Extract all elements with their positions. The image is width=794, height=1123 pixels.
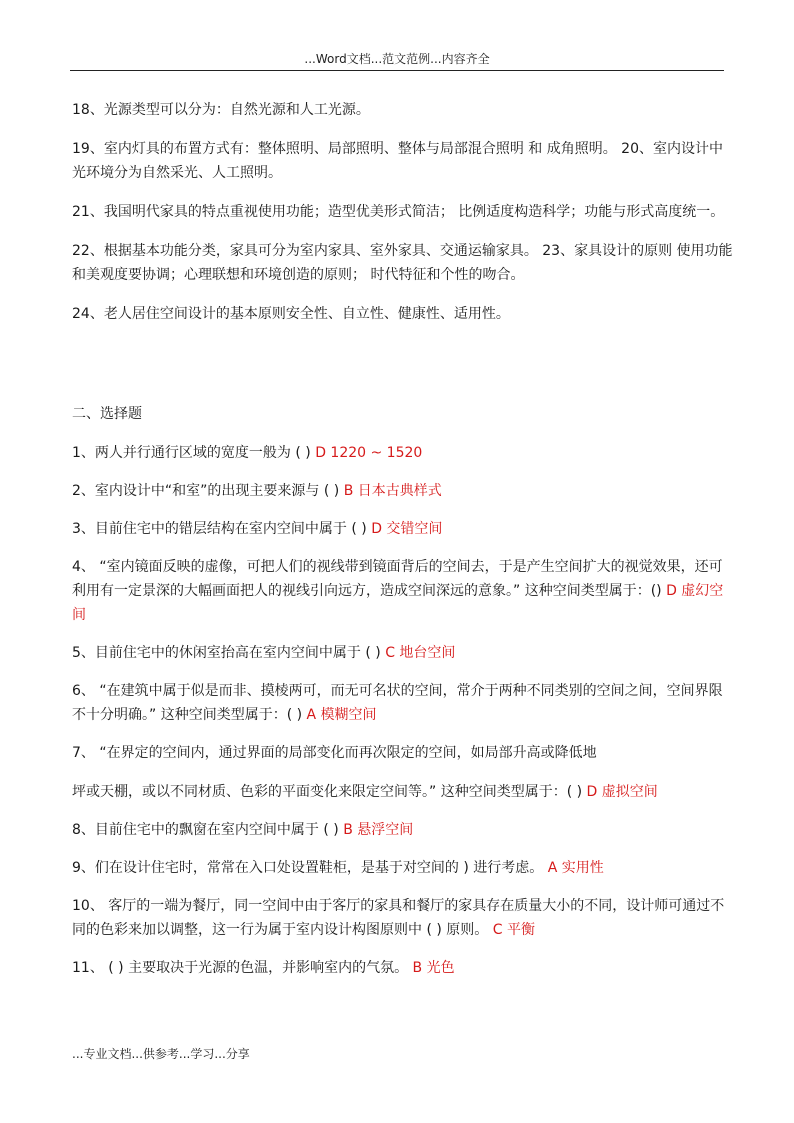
question-text: 10、 客厅的一端为餐厅，同一空间中由于客厅的家具和餐厅的家具存在质量大小的不同，设计师可通过不同的色彩来加以调整，这一行为属于室内设计构图原则中 ( ) 原则。 <box>72 898 725 938</box>
paragraph-19-20: 19、室内灯具的布置方式有：整体照明、局部照明、整体与局部混合照明 和 成角照明。 20、室内设计中光环境分为自然采光、人工照明。 <box>72 141 723 181</box>
header-divider <box>70 70 724 71</box>
question-text: 6、 “在建筑中属于似是而非、摸棱两可，而无可名状的空间，常介于两种不同类别的空间之间，空间界限不十分明确。” 这种空间类型属于：( ) <box>72 683 723 723</box>
question-3 <box>72 517 736 541</box>
section-title: 二、选择题 <box>72 406 142 422</box>
question-text: 3、目前住宅中的错层结构在室内空间中属于 ( ) <box>72 521 372 537</box>
paragraph-21: 21、我国明代家具的特点重视使用功能；造型优美形式简洁； 比例适度构造科学；功能与形式高度统一。 <box>72 204 725 220</box>
question-10 <box>72 894 736 942</box>
question-text: 7、 “在界定的空间内，通过界面的局部变化而再次限定的空间，如局部升高或降低地 <box>72 745 597 761</box>
question-text: 8、目前住宅中的飘窗在室内空间中属于 ( ) <box>72 822 344 838</box>
answer-text: C 地台空间 <box>385 645 456 661</box>
answer-text: D 交错空间 <box>371 521 443 537</box>
answer-text: B 光色 <box>412 960 455 976</box>
answer-text: C 平衡 <box>492 922 535 938</box>
question-8 <box>72 818 736 842</box>
question-text: 11、 ( ) 主要取决于光源的色温，并影响室内的气氛。 <box>72 960 413 976</box>
paragraph-18: 18、光源类型可以分为：自然光源和人工光源。 <box>72 102 370 118</box>
question-text: 1、两人并行通行区域的宽度一般为 ( ) <box>72 445 316 461</box>
question-11 <box>72 956 736 980</box>
question-5 <box>72 641 736 665</box>
paragraph-22-23: 22、根据基本功能分类，家具可分为室内家具、室外家具、交通运输家具。 23、家具设计的原则 使用功能和美观度要协调；心理联想和环境创造的原则； 时代特征和个性的吻合。 <box>72 243 733 283</box>
answer-text: B 悬浮空间 <box>343 822 414 838</box>
question-7-line-1 <box>72 741 736 765</box>
question-text: 4、 “室内镜面反映的虚像，可把人们的视线带到镜面背后的空间去，于是产生空间扩大的视觉效果，还可利用有一定景深的大幅画面把人的视线引向远方，造成空间深远的意象。” 这种空间类型属于：() <box>72 559 723 599</box>
question-6 <box>72 679 736 727</box>
answer-text: A 实用性 <box>547 860 604 876</box>
paragraph-24: 24、老人居住空间设计的基本原则安全性、自立性、健康性、适用性。 <box>72 306 510 322</box>
question-7-line-2 <box>72 780 736 804</box>
page-header: ...Word文档...范文范例...内容齐全 <box>304 52 490 66</box>
question-1 <box>72 441 736 465</box>
answer-text: B 日本古典样式 <box>343 483 442 499</box>
question-text: 2、室内设计中“和室”的出现主要来源与 ( ) <box>72 483 344 499</box>
question-text: 坪或天棚，或以不同材质、色彩的平面变化来限定空间等。” 这种空间类型属于：( ) <box>72 784 587 800</box>
question-text: 9、们在设计住宅时，常常在入口处设置鞋柜，是基于对空间的 ) 进行考虑。 <box>72 860 548 876</box>
answer-text: D 虚拟空间 <box>586 784 658 800</box>
answer-text: A 模糊空间 <box>306 707 377 723</box>
document-body <box>72 98 736 980</box>
answer-text: D 1220 ~ 1520 <box>315 445 423 461</box>
question-2 <box>72 479 736 503</box>
question-4 <box>72 555 736 627</box>
answer-text: D 虚幻空间 <box>72 583 724 623</box>
question-text: 5、目前住宅中的休闲室抬高在室内空间中属于 ( ) <box>72 645 386 661</box>
page-footer: ...专业文档...供参考...学习...分享 <box>72 1047 250 1061</box>
question-9 <box>72 856 736 880</box>
